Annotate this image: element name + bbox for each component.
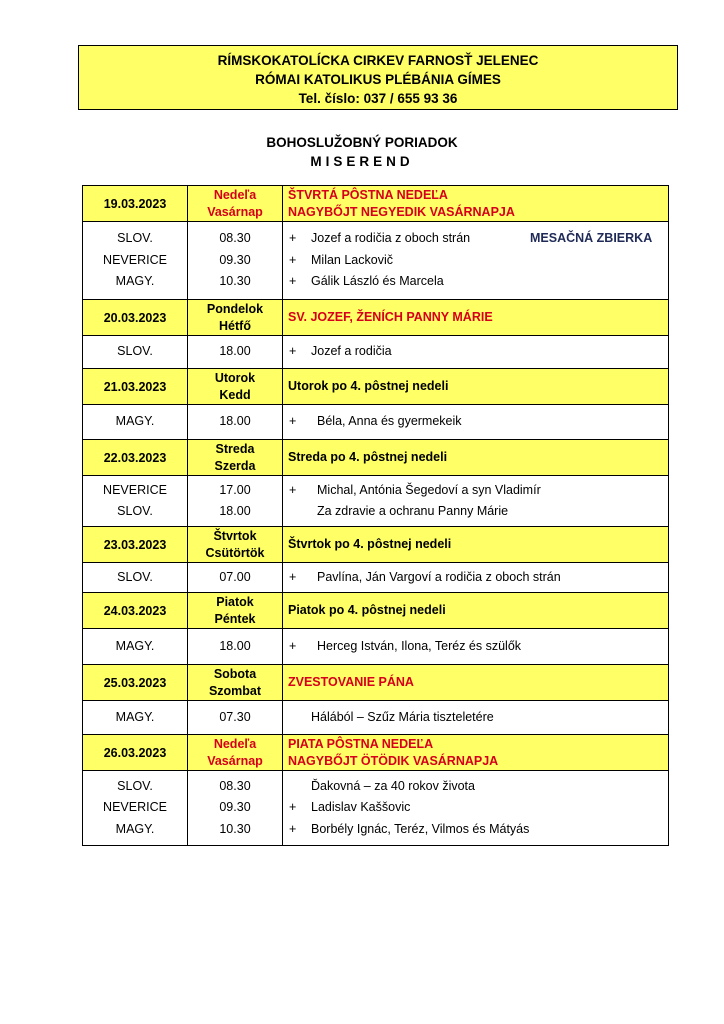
mass-schedule-table [82, 185, 669, 846]
day-date: 25.03.2023 [83, 665, 188, 700]
mass-intention: Gálik László és Marcela [311, 274, 444, 289]
mass-intention-line [289, 797, 668, 819]
mass-intention-line [289, 819, 668, 841]
mass-place: SLOV. [117, 344, 153, 359]
liturgical-day-line: Piatok po 4. pôstnej nedeli [288, 603, 446, 617]
day-name-hu: Szombat [208, 683, 262, 698]
mass-places [83, 563, 188, 592]
day-name [188, 527, 283, 562]
mass-intention: Michal, Antónia Šegedoví a syn Vladimír [317, 482, 541, 497]
mass-times [188, 629, 283, 664]
mass-place: MAGY. [115, 821, 155, 836]
intention-mark: + [289, 482, 297, 497]
mass-place: SLOV. [117, 231, 153, 246]
mass-intention: Za zdravie a ochranu Panny Márie [317, 504, 509, 518]
day-name-hu: Hétfő [219, 318, 251, 333]
mass-intention: Hálából – Szűz Mária tiszteletére [311, 709, 494, 724]
mass-time: 18.00 [219, 414, 251, 429]
mass-place: MAGY. [115, 638, 155, 653]
mass-place: MAGY. [115, 274, 155, 289]
mass-intention-line [289, 567, 668, 589]
liturgical-day [283, 735, 668, 770]
intention-mark [289, 776, 311, 798]
mass-place: NEVERICE [103, 482, 167, 497]
intention-mark: + [289, 344, 297, 359]
intention-mark: + [289, 414, 297, 429]
parish-header [78, 45, 678, 110]
day-date: 19.03.2023 [83, 186, 188, 221]
liturgical-day-line: NAGYBŐJT ÖTÖDIK VASÁRNAPJA [288, 753, 499, 768]
liturgical-day [283, 440, 668, 475]
day-name-sk: Štvrtok [213, 528, 257, 543]
mass-place: NEVERICE [103, 252, 167, 267]
day-name [188, 735, 283, 770]
mass-times [188, 405, 283, 439]
mass-intention-line [289, 341, 668, 363]
mass-details-row [82, 336, 669, 369]
day-name-hu: Péntek [214, 611, 256, 626]
mass-intentions [283, 563, 668, 592]
mass-intention-line [289, 776, 668, 798]
mass-place: MAGY. [115, 414, 155, 429]
liturgical-day [283, 527, 668, 562]
intention-mark: + [289, 821, 297, 836]
day-name-hu: Vasárnap [207, 204, 263, 219]
mass-intentions [283, 405, 668, 439]
mass-time: 18.00 [219, 638, 251, 653]
mass-time: 18.00 [219, 504, 251, 518]
day-name-sk: Streda [215, 441, 255, 456]
day-header-row [82, 369, 669, 405]
mass-time: 09.30 [219, 252, 251, 267]
intention-mark [289, 707, 311, 729]
mass-intention-line [289, 228, 668, 250]
day-name-sk: Piatok [216, 594, 254, 609]
mass-time: 08.30 [219, 778, 251, 793]
mass-places [83, 222, 188, 299]
mass-place: SLOV. [117, 569, 153, 584]
intention-mark: + [289, 252, 297, 267]
intention-mark: + [289, 274, 297, 289]
mass-details-row [82, 701, 669, 735]
day-name-hu: Csütörtök [205, 545, 265, 560]
mass-intentions [283, 771, 668, 845]
liturgical-day [283, 300, 668, 335]
liturgical-day [283, 369, 668, 404]
mass-intention-line [289, 636, 668, 658]
day-name [188, 665, 283, 700]
day-name [188, 440, 283, 475]
collection-note: MESAČNÁ ZBIERKA [530, 231, 653, 246]
mass-place: MAGY. [115, 709, 155, 724]
mass-intention: Pavlína, Ján Vargoví a rodičia z oboch strán [317, 569, 561, 584]
intention-mark [289, 501, 317, 523]
day-name-sk: Utorok [214, 370, 256, 385]
mass-times [188, 701, 283, 734]
mass-details-row [82, 222, 669, 300]
mass-times [188, 563, 283, 592]
mass-intention-line [289, 250, 668, 272]
liturgical-day-line: Štvrtok po 4. pôstnej nedeli [288, 537, 452, 551]
liturgical-day-line: SV. JOZEF, ŽENÍCH PANNY MÁRIE [288, 310, 493, 324]
mass-details-row [82, 771, 669, 846]
day-name-hu: Szerda [214, 458, 256, 473]
intention-mark: + [289, 569, 297, 584]
day-date: 20.03.2023 [83, 300, 188, 335]
liturgical-day-line: PIATA PÔSTNA NEDEĽA [288, 736, 434, 751]
mass-intention-line [289, 501, 668, 523]
intention-mark: + [289, 638, 297, 653]
mass-time: 08.30 [219, 231, 251, 246]
mass-places [83, 476, 188, 526]
intention-mark: + [289, 800, 297, 815]
day-name [188, 369, 283, 404]
mass-times [188, 771, 283, 845]
day-header-row [82, 186, 669, 222]
mass-place: NEVERICE [103, 800, 167, 815]
day-date: 24.03.2023 [83, 593, 188, 628]
mass-intention-line [289, 411, 668, 433]
mass-times [188, 336, 283, 368]
mass-intention-line [289, 271, 668, 293]
day-header-row [82, 527, 669, 563]
mass-time: 18.00 [219, 344, 251, 359]
liturgical-day [283, 186, 668, 221]
day-header-row [82, 440, 669, 476]
day-date: 23.03.2023 [83, 527, 188, 562]
day-date: 26.03.2023 [83, 735, 188, 770]
mass-intention: Borbély Ignác, Teréz, Vilmos és Mátyás [311, 821, 530, 836]
day-name-sk: Nedeľa [213, 736, 257, 751]
mass-times [188, 476, 283, 526]
liturgical-day-line: ŠTVRTÁ PÔSTNA NEDEĽA [288, 187, 448, 202]
parish-name-sk: RÍMSKOKATOLÍCKA CIRKEV FARNOSŤ JELENEC [217, 53, 539, 68]
schedule-title-hu: MISEREND [310, 154, 414, 169]
liturgical-day-line: ZVESTOVANIE PÁNA [288, 675, 414, 689]
mass-details-row [82, 629, 669, 665]
mass-time: 07.30 [219, 709, 251, 724]
day-name-sk: Pondelok [206, 301, 264, 316]
mass-intention: Ďakovná – za 40 rokov života [311, 778, 475, 793]
day-date: 21.03.2023 [83, 369, 188, 404]
liturgical-day [283, 665, 668, 700]
mass-intention-line [289, 480, 668, 502]
day-name-sk: Sobota [213, 666, 257, 681]
day-header-row [82, 593, 669, 629]
liturgical-day [283, 593, 668, 628]
mass-intention: Herceg István, Ilona, Teréz és szülők [317, 638, 522, 653]
mass-time: 17.00 [219, 482, 251, 497]
mass-intentions [283, 336, 668, 368]
mass-intention: Jozef a rodičia [311, 344, 392, 359]
mass-time: 10.30 [219, 821, 251, 836]
mass-places [83, 771, 188, 845]
mass-intention: Jozef a rodičia z oboch strán [311, 231, 471, 246]
mass-intentions [283, 629, 668, 664]
liturgical-day-line: Utorok po 4. pôstnej nedeli [288, 379, 449, 393]
day-date: 22.03.2023 [83, 440, 188, 475]
mass-intention: Milan Lackovič [311, 252, 393, 267]
mass-places [83, 336, 188, 368]
mass-time: 07.00 [219, 569, 251, 584]
day-header-row [82, 665, 669, 701]
mass-times [188, 222, 283, 299]
parish-phone: Tel. číslo: 037 / 655 93 36 [298, 91, 458, 106]
day-name-hu: Kedd [219, 387, 251, 402]
mass-places [83, 405, 188, 439]
day-name [188, 593, 283, 628]
mass-time: 09.30 [219, 800, 251, 815]
mass-intention-line [289, 707, 668, 729]
day-name-hu: Vasárnap [207, 753, 263, 768]
mass-details-row [82, 476, 669, 527]
mass-time: 10.30 [219, 274, 251, 289]
mass-intentions [283, 701, 668, 734]
day-header-row [82, 735, 669, 771]
day-name-sk: Nedeľa [213, 187, 257, 202]
mass-intentions [283, 476, 668, 526]
day-name [188, 186, 283, 221]
day-header-row [82, 300, 669, 336]
day-name [188, 300, 283, 335]
liturgical-day-line: Streda po 4. pôstnej nedeli [288, 450, 448, 464]
schedule-title-sk: BOHOSLUŽOBNÝ PORIADOK [266, 135, 458, 150]
mass-details-row [82, 563, 669, 593]
mass-intention: Béla, Anna és gyermekeik [317, 414, 462, 429]
mass-place: SLOV. [117, 778, 153, 793]
mass-intention: Ladislav Kaššovic [311, 800, 411, 815]
mass-places [83, 629, 188, 664]
liturgical-day-line: NAGYBŐJT NEGYEDIK VASÁRNAPJA [288, 204, 515, 219]
parish-name-hu: RÓMAI KATOLIKUS PLÉBÁNIA GÍMES [255, 72, 501, 87]
mass-intentions [283, 222, 668, 299]
mass-place: SLOV. [117, 504, 153, 518]
intention-mark: + [289, 231, 297, 246]
mass-places [83, 701, 188, 734]
mass-details-row [82, 405, 669, 440]
